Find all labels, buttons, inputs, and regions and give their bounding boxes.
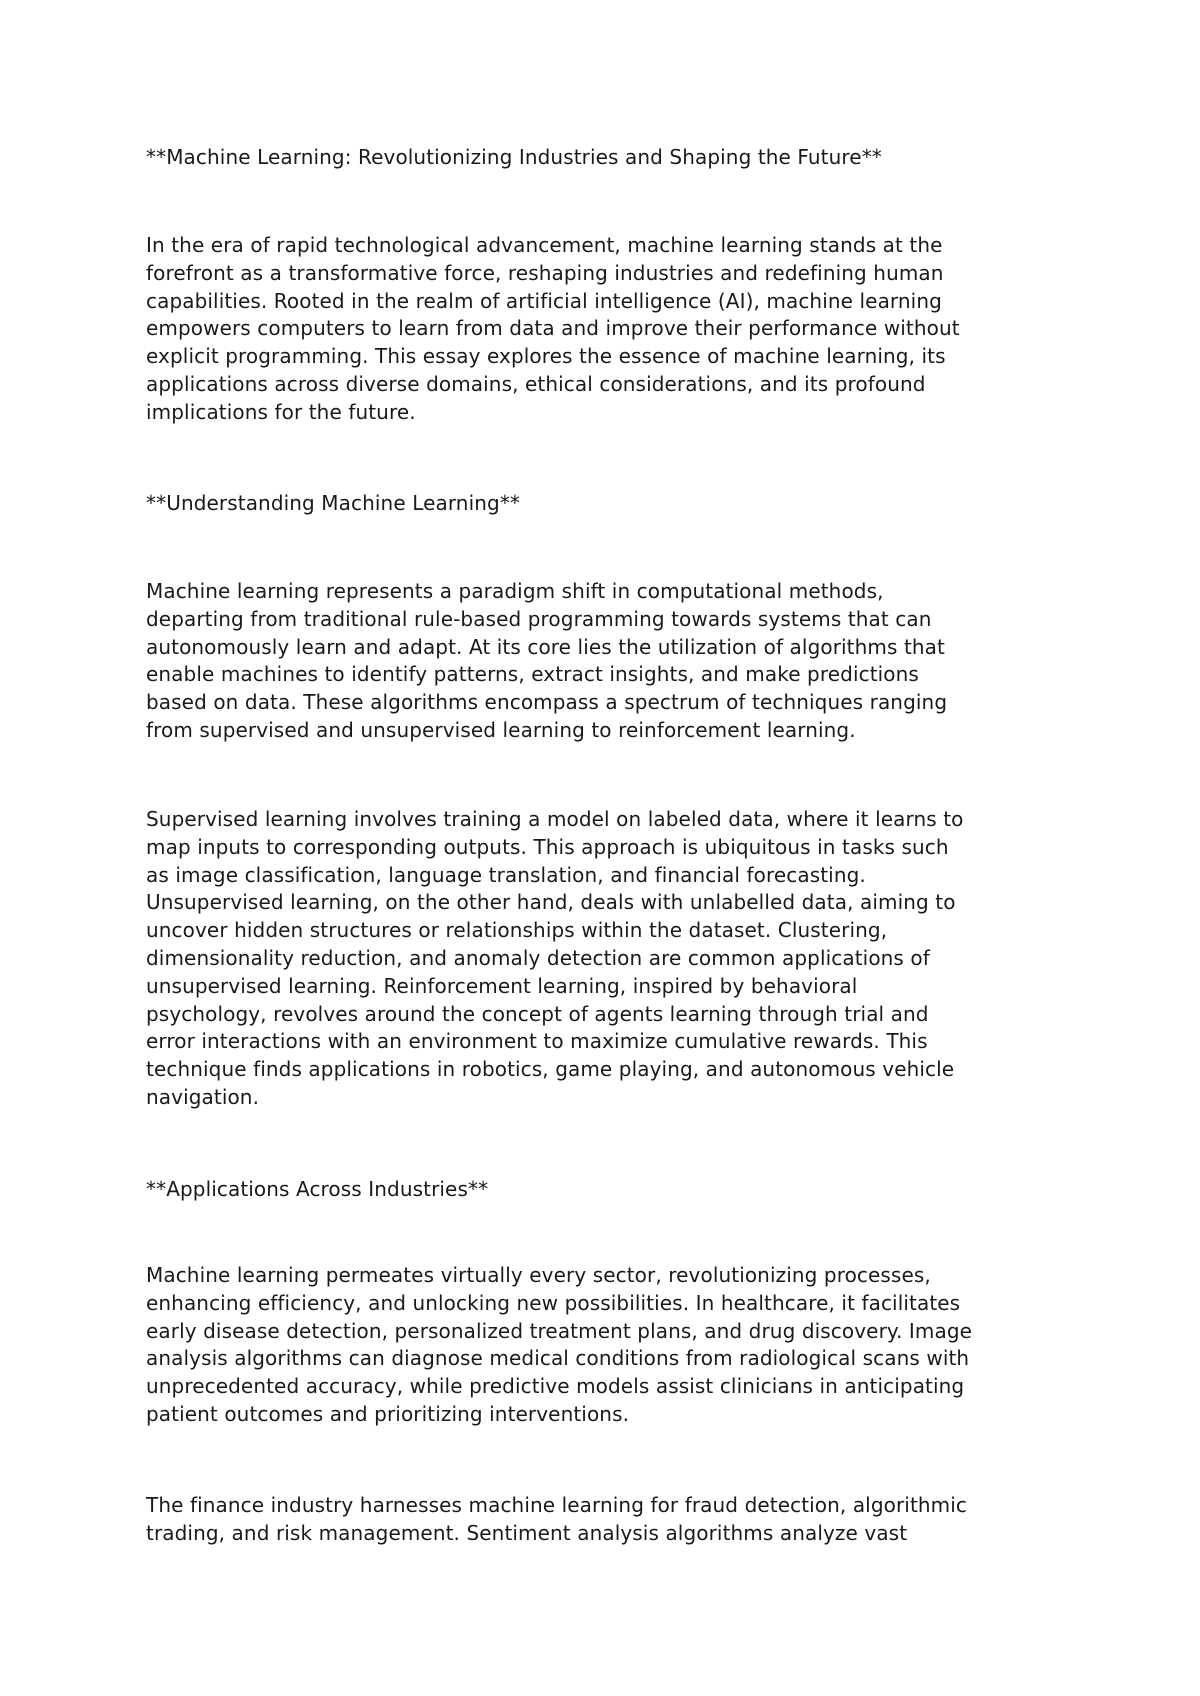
section-heading-applications: **Applications Across Industries** <box>146 1177 489 1201</box>
intro-paragraph: In the era of rapid technological advancement, machine learning stands at the forefront as a transformative force, reshaping industries and redefining human capabilities. Rooted in the realm of artificial intelligence (AI), machine learning empowers computers to learn from data and improve their performance without explicit programming. This essay explores the essence of machine learning, its applications across diverse domains, ethical considerations, and its profound implications for the future. <box>146 233 960 424</box>
applications-paragraph-1: Machine learning permeates virtually every sector, revolutionizing processes, enhancing efficiency, and unlocking new possibilities. In healthcare, it facilitates early disease detection, personalized treatment plans, and drug discovery. Image analysis algorithms can diagnose medical conditions from radiological scans with unprecedented accuracy, while predictive models assist clinicians in anticipating patient outcomes and prioritizing interventions. <box>146 1263 973 1426</box>
applications-paragraph-2: The finance industry harnesses machine learning for fraud detection, algorithmic trading, and risk management. Sentiment analysis algorithms analyze vast <box>146 1493 968 1545</box>
section-heading-understanding: **Understanding Machine Learning** <box>146 491 521 515</box>
document-title: **Machine Learning: Revolutionizing Industries and Shaping the Future** <box>146 145 882 169</box>
understanding-paragraph-2: Supervised learning involves training a model on labeled data, where it learns to map inputs to corresponding outputs. This approach is ubiquitous in tasks such as image classification, language translation, and financial forecasting. Unsupervised learning, on the other hand, deals with unlabelled data, aiming to uncover hidden structures or relationships within the dataset. Clustering, dimensionality reduction, and anomaly detection are common applications of unsupervised learning. Reinforcement learning, inspired by behavioral psychology, revolves around the concept of agents learning through trial and error interactions with an environment to maximize cumulative rewards. This technique finds applications in robotics, game playing, and autonomous vehicle navigation. <box>146 807 964 1109</box>
understanding-paragraph-1: Machine learning represents a paradigm shift in computational methods, departing from traditional rule-based programming towards systems that can autonomously learn and adapt. At its core lies the utilization of algorithms that enable machines to identify patterns, extract insights, and make predictions based on data. These algorithms encompass a spectrum of techniques ranging from supervised and unsupervised learning to reinforcement learning. <box>146 579 948 742</box>
